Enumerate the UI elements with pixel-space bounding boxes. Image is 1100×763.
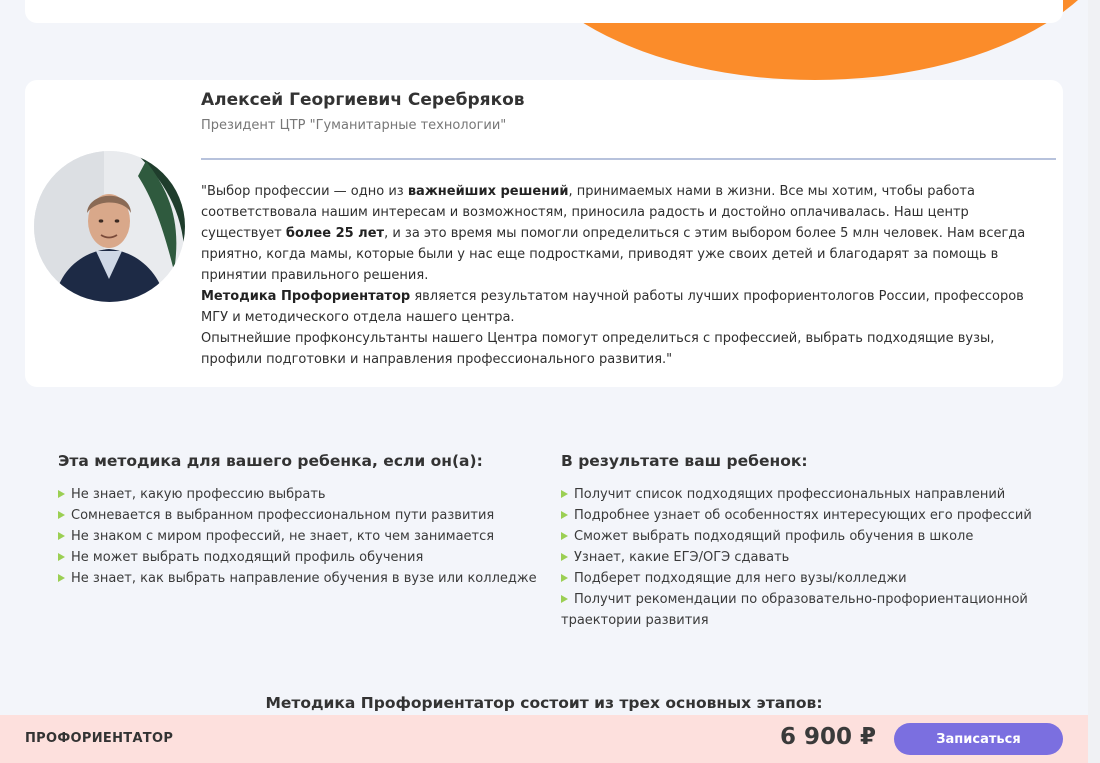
- speaker-name: Алексей Георгиевич Серебряков: [201, 90, 525, 110]
- list-item: [561, 547, 1051, 568]
- bullet-arrow-icon: [58, 511, 65, 519]
- sticky-purchase-bar: [0, 715, 1088, 763]
- bullet-arrow-icon: [58, 574, 65, 582]
- list-item: [561, 526, 1051, 547]
- quote-text-segment: , принимаемых нами в жизни. Все мы хотим, чтобы работа соответствовала нашим интересам и возможностям, приносила радость и достойно оплачивалась. Наш центр существует: [201, 184, 975, 241]
- previous-section-card: [25, 0, 1063, 23]
- quote-text-segment: является результатом научной работы лучших профориентологов России, профессоров МГУ и методического отдела нашего центра.: [201, 289, 1024, 325]
- list-item: [561, 484, 1051, 505]
- list-item: [58, 505, 538, 526]
- product-name: ПРОФОРИЕНТАТОР: [25, 731, 174, 746]
- list-item: [58, 484, 538, 505]
- quote-highlight: важнейших решений: [407, 184, 569, 199]
- list-item-text: Получит рекомендации по образовательно-профориентационной траектории развития: [561, 592, 1028, 628]
- quote-paragraph-3: Опытнейшие профконсультанты нашего Центра помогут определиться с профессией, выбрать подходящие вузы, профили подготовки и направления профессионального развития.": [201, 331, 995, 367]
- results-section: [561, 452, 1051, 631]
- list-item-text: Не знает, как выбрать направление обучения в вузе или колледже: [71, 571, 537, 586]
- list-item-text: Узнает, какие ЕГЭ/ОГЭ сдавать: [574, 550, 790, 565]
- testimonial-quote: [201, 181, 1051, 370]
- signup-button[interactable]: Записаться: [894, 723, 1063, 755]
- list-item-text: Подберет подходящие для него вузы/колледжи: [574, 571, 907, 586]
- bullet-arrow-icon: [561, 553, 568, 561]
- quote-highlight: Методика Профориентатор: [201, 289, 411, 304]
- quote-highlight: более 25 лет: [285, 226, 385, 241]
- bullet-arrow-icon: [561, 511, 568, 519]
- bullet-arrow-icon: [561, 490, 568, 498]
- speaker-role: Президент ЦТР "Гуманитарные технологии": [201, 118, 507, 133]
- for-child-section: [58, 452, 538, 589]
- stages-heading: Методика Профориентатор состоит из трех основных этапов:: [265, 694, 823, 712]
- bullet-arrow-icon: [561, 595, 568, 603]
- bullet-arrow-icon: [58, 532, 65, 540]
- list-item-text: Получит список подходящих профессиональных направлений: [574, 487, 1006, 502]
- list-item-text: Не знает, какую профессию выбрать: [71, 487, 326, 502]
- scrollbar[interactable]: [1088, 0, 1100, 763]
- quote-paragraph-2: [201, 286, 1051, 328]
- list-item-text: Подробнее узнает об особенностях интересующих его профессий: [574, 508, 1032, 523]
- list-item: [561, 505, 1051, 526]
- list-item-text: Сможет выбрать подходящий профиль обучения в школе: [574, 529, 974, 544]
- quote-paragraph-1: [201, 181, 1051, 286]
- quote-text-segment: "Выбор профессии — одно из: [201, 184, 408, 199]
- avatar: [34, 151, 185, 302]
- list-item: [58, 568, 538, 589]
- testimonial-card: [25, 80, 1063, 387]
- for-child-title: Эта методика для вашего ребенка, если он(а):: [58, 452, 483, 470]
- list-item-text: Не знаком с миром профессий, не знает, кто чем занимается: [71, 529, 495, 544]
- list-item: [58, 547, 538, 568]
- product-price: 6 900 ₽: [780, 724, 877, 750]
- quote-text-segment: , и за это время мы помогли определиться с этим выбором более 5 млн человек. Нам всегда приятно, когда мамы, которые были у нас еще подростками, приводят уже своих детей и благодарят за помощь в принятии правильного решения.: [201, 226, 1026, 283]
- list-item: [561, 568, 1051, 589]
- bullet-arrow-icon: [561, 532, 568, 540]
- list-item: [561, 589, 1051, 631]
- bullet-arrow-icon: [58, 553, 65, 561]
- results-title: В результате ваш ребенок:: [561, 452, 808, 470]
- list-item-text: Не может выбрать подходящий профиль обучения: [71, 550, 424, 565]
- list-item: [58, 526, 538, 547]
- portrait-photo: [34, 151, 185, 302]
- bullet-arrow-icon: [58, 490, 65, 498]
- list-item-text: Сомневается в выбранном профессиональном пути развития: [71, 508, 495, 523]
- bullet-arrow-icon: [561, 574, 568, 582]
- divider: [201, 158, 1056, 160]
